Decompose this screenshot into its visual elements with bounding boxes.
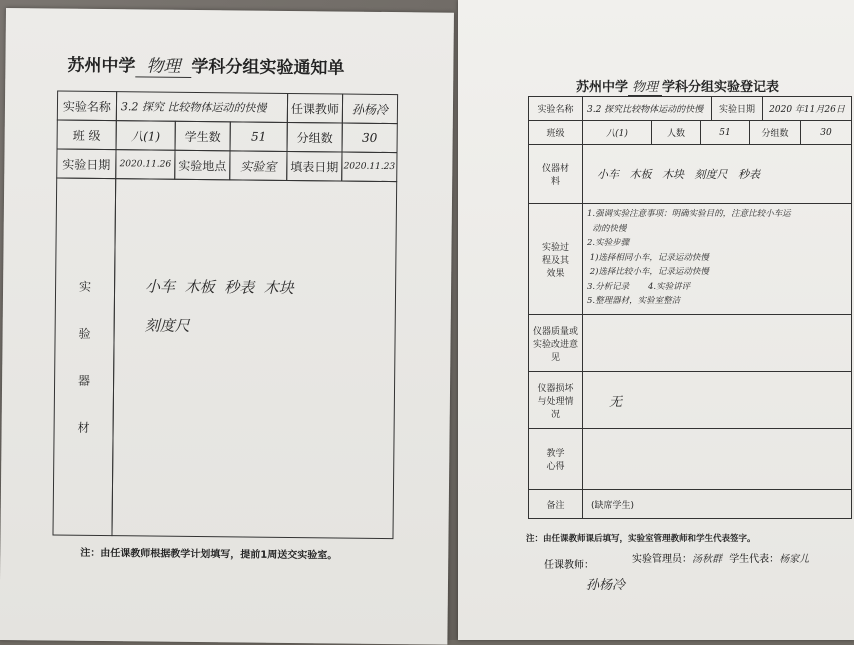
process-line-3: 2.实验步骤 [587, 238, 630, 248]
process-line-6: 3.分析记录 4.实验讲评 [587, 281, 691, 292]
r-label-damage: 仪器损坏与处理情况 [528, 371, 583, 429]
label-groups: 分组数 [287, 122, 343, 153]
notice-sheet [0, 8, 454, 645]
record-title-school: 苏州中学 [576, 80, 629, 95]
record-title-subject: 物理 [628, 76, 662, 96]
student-sign-label: 学生代表： [729, 554, 780, 565]
label-location: 实验地点 [174, 150, 230, 181]
label-equip-char-3: 器 [78, 373, 91, 388]
r-value-people: 51 [700, 120, 750, 145]
value-teacher: 孙杨冷 [342, 94, 398, 125]
value-exp-name: 3.2 探究 比较物体运动的快慢 [116, 91, 288, 123]
process-line-4: 1)选择相同小车，记录运动快慢 [587, 252, 709, 263]
admin-sign-label: 实验管理员： [632, 554, 692, 565]
r-label-equipment: 仪器材料 [528, 144, 583, 204]
label-exp-date: 实验日期 [56, 149, 116, 180]
record-footnote: 注：由任课教师课后填写，实验室管理教师和学生代表签字。 [526, 534, 756, 544]
value-exp-date: 2020.11.26 [115, 149, 175, 180]
process-line-2: 动的快慢 [587, 223, 627, 234]
r-value-remark: (缺席学生) [582, 489, 852, 519]
r-label-quality: 仪器质量或实验改进意见 [528, 314, 583, 372]
r-value-exp-date: 2020 年11月26日 [762, 96, 852, 121]
r-value-equipment: 小车 木板 木块 刻度尺 秒表 [582, 144, 852, 204]
equipment-line-1: 小车 木板 秒表 木块 [144, 277, 294, 298]
label-equip-char-1: 实 [78, 279, 92, 294]
label-teacher: 任课教师 [287, 93, 343, 124]
equipment-area [111, 178, 397, 539]
value-class: 八(1) [116, 120, 176, 151]
notice-title [67, 51, 344, 80]
label-students: 学生数 [175, 121, 231, 152]
record-sheet [458, 0, 854, 640]
r-label-process: 实验过程及其效果 [528, 203, 583, 315]
value-location: 实验室 [229, 150, 287, 181]
record-title [576, 76, 779, 96]
process-line-5: 2)选择比较小车，记录运动快慢 [587, 267, 709, 277]
r-value-class: 八(1) [582, 120, 652, 145]
label-equipment [52, 178, 116, 537]
value-fill-date: 2020.11.23 [341, 152, 397, 183]
r-value-exp-name: 3.2 探究比较物体运动的快慢 [582, 96, 712, 121]
teacher-sign-label: 任课教师： [544, 560, 594, 571]
title-form-name: 学科分组实验通知单 [191, 56, 345, 79]
label-fill-date: 填表日期 [286, 151, 342, 182]
student-sign-name: 杨家儿 [779, 554, 810, 565]
r-label-class: 班级 [528, 120, 583, 145]
label-equip-char-4: 材 [77, 420, 90, 435]
process-line-7: 5.整理器材，实验室整洁 [587, 296, 681, 306]
r-label-exp-date: 实验日期 [711, 96, 763, 121]
r-label-remark: 备注 [528, 489, 583, 519]
label-equip-char-2: 验 [78, 326, 91, 341]
admin-signature-row [632, 550, 809, 565]
r-value-insight [582, 428, 852, 490]
title-school: 苏州中学 [67, 55, 136, 77]
label-exp-name: 实验名称 [57, 91, 117, 122]
teacher-sign-name: 孙杨冷 [586, 578, 626, 593]
label-class: 班 级 [57, 120, 117, 151]
value-students: 51 [230, 121, 288, 152]
record-title-form-name: 学科分组实验登记表 [662, 80, 780, 95]
title-subject: 物理 [135, 51, 191, 78]
r-value-quality [582, 314, 852, 372]
r-label-insight: 教学心得 [528, 428, 583, 490]
notice-footnote: 注：由任课教师根据教学计划填写，提前1周送交实验室。 [80, 547, 338, 562]
r-process-area [582, 203, 852, 315]
r-label-exp-name: 实验名称 [528, 96, 583, 121]
admin-sign-name: 汤秋群 [692, 554, 722, 565]
r-label-groups: 分组数 [749, 120, 801, 145]
process-line-1: 1.强调实验注意事项：明确实验目的，注意比较小车运 [587, 209, 791, 219]
r-label-people: 人数 [651, 120, 701, 145]
r-value-damage: 无 [582, 371, 852, 429]
equipment-line-2: 刻度尺 [144, 316, 190, 335]
r-value-groups: 30 [800, 120, 852, 145]
value-groups: 30 [342, 123, 398, 154]
